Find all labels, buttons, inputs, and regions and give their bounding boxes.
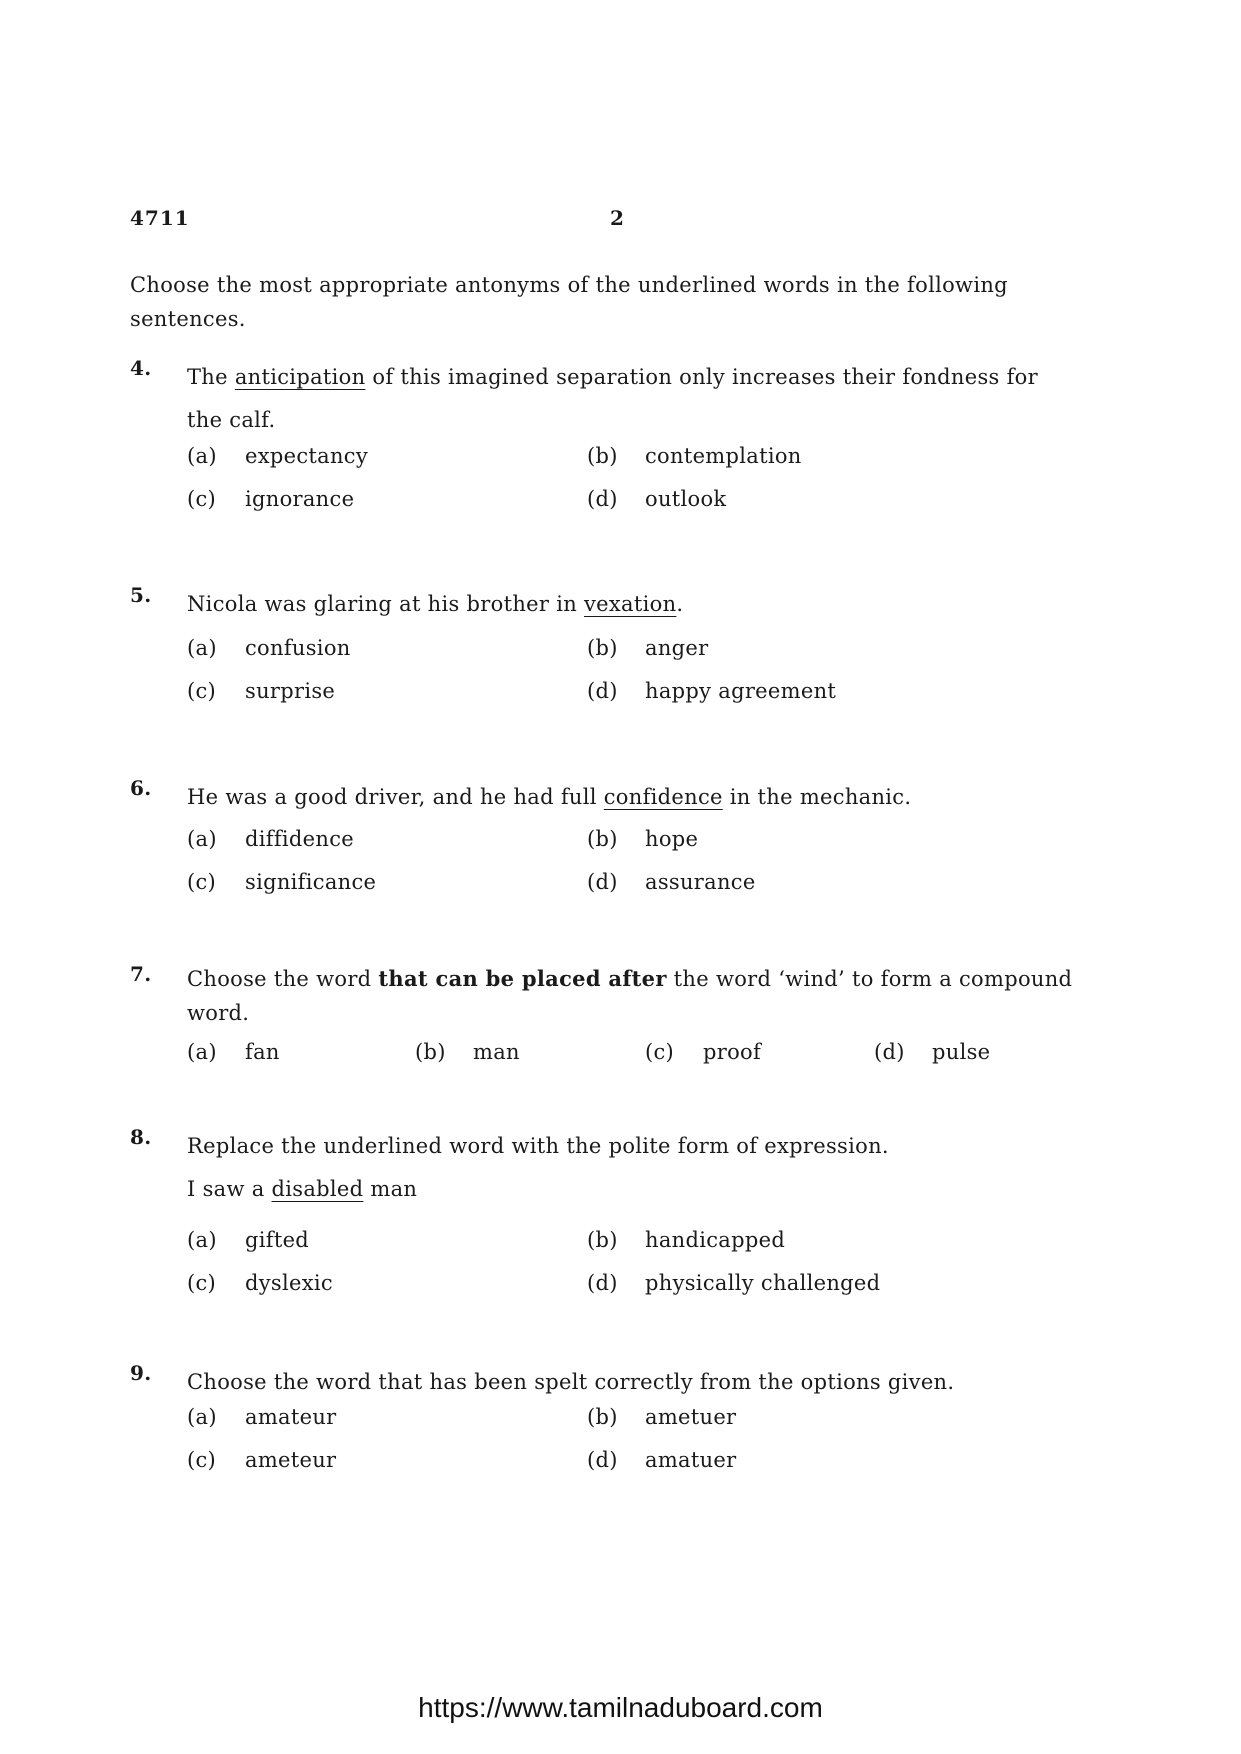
- option-b: (b) hope: [587, 827, 699, 851]
- option-b: (b) ametuer: [587, 1405, 737, 1429]
- question-number: 4.: [130, 356, 152, 380]
- option-b: (b) anger: [587, 636, 709, 660]
- option-a: (a) fan: [187, 1040, 280, 1064]
- underlined-word: disabled: [271, 1177, 364, 1201]
- option-c: (c) ignorance: [187, 487, 355, 511]
- page-number: 2: [610, 206, 624, 230]
- option-b: (b) man: [415, 1040, 520, 1064]
- option-a: (a) confusion: [187, 636, 351, 660]
- underlined-word: vexation: [584, 592, 677, 616]
- question-number: 9.: [130, 1361, 152, 1385]
- source-url[interactable]: https://www.tamilnaduboard.com: [418, 1692, 823, 1723]
- question-text: Nicola was glaring at his brother in vexation.: [187, 592, 684, 616]
- option-c: (c) dyslexic: [187, 1271, 333, 1295]
- question-number: 6.: [130, 776, 152, 800]
- paper-code: 4711: [130, 206, 190, 230]
- question-text: Replace the underlined word with the polite form of expression.: [187, 1134, 889, 1158]
- question-number: 5.: [130, 583, 152, 607]
- underlined-word: anticipation: [234, 365, 366, 389]
- option-d: (d) happy agreement: [587, 679, 837, 703]
- section-instruction: Choose the most appropriate antonyms of the underlined words in the following sentences.: [130, 273, 1008, 331]
- option-d: (d) outlook: [587, 487, 727, 511]
- question-text: The anticipation of this imagined separation only increases their fondness for the calf.: [187, 365, 1038, 432]
- question-text: Choose the word that can be placed after the word ‘wind’ to form a compound word.: [187, 966, 1073, 1025]
- option-c: (c) surprise: [187, 679, 336, 703]
- option-a: (a) expectancy: [187, 444, 369, 468]
- option-d: (d) physically challenged: [587, 1271, 881, 1295]
- option-d: (d) assurance: [587, 870, 756, 894]
- option-d: (d) pulse: [874, 1040, 991, 1064]
- option-a: (a) amateur: [187, 1405, 337, 1429]
- option-a: (a) diffidence: [187, 827, 355, 851]
- option-b: (b) handicapped: [587, 1228, 786, 1252]
- question-text: Choose the word that has been spelt correctly from the options given.: [187, 1370, 955, 1394]
- option-a: (a) gifted: [187, 1228, 310, 1252]
- option-c: (c) proof: [645, 1040, 762, 1064]
- underlined-word: confidence: [603, 785, 723, 809]
- example-sentence: I saw a disabled man: [187, 1177, 418, 1201]
- question-number: 7.: [130, 962, 152, 986]
- option-b: (b) contemplation: [587, 444, 802, 468]
- question-text: He was a good driver, and he had full confidence in the mechanic.: [187, 785, 912, 809]
- option-c: (c) significance: [187, 870, 377, 894]
- option-c: (c) ameteur: [187, 1448, 337, 1472]
- option-d: (d) amatuer: [587, 1448, 737, 1472]
- question-number: 8.: [130, 1125, 152, 1149]
